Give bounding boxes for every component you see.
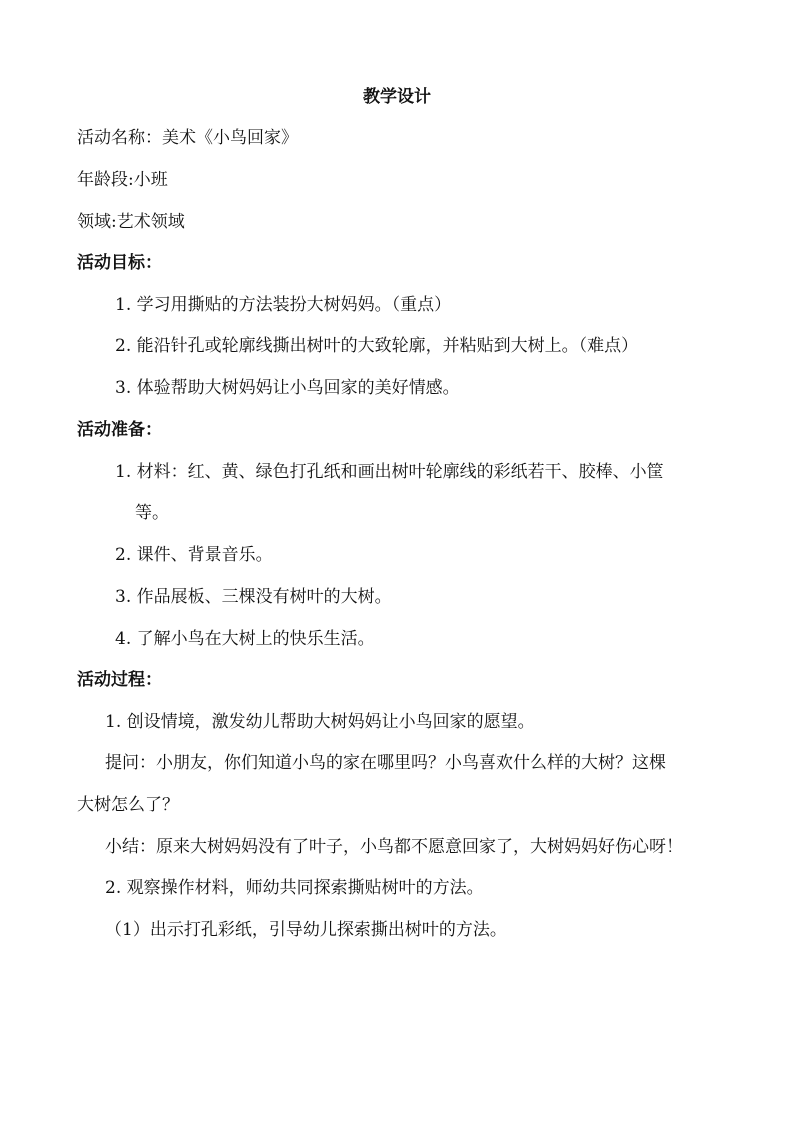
- process-step-2-sub-1: （1）出示打孔彩纸，引导幼儿探索撕出树叶的方法。: [105, 920, 507, 940]
- process-summary: 小结：原来大树妈妈没有了叶子，小鸟都不愿意回家了，大树妈妈好伤心呀！: [105, 837, 683, 857]
- preparation-item-4: 4. 了解小鸟在大树上的快乐生活。: [115, 629, 375, 649]
- preparation-item-3: 3. 作品展板、三棵没有树叶的大树。: [115, 587, 392, 607]
- process-question-line-2: 大树怎么了？: [77, 795, 179, 815]
- domain-field: 领域:艺术领域: [77, 212, 185, 232]
- process-heading: 活动过程：: [77, 670, 162, 690]
- preparation-item-1-line-1: 1. 材料：红、黄、绿色打孔纸和画出树叶轮廓线的彩纸若干、胶棒、小筐: [115, 462, 664, 482]
- preparation-heading: 活动准备：: [77, 420, 162, 440]
- goals-heading: 活动目标：: [77, 253, 162, 273]
- goal-item-3: 3. 体验帮助大树妈妈让小鸟回家的美好情感。: [115, 378, 460, 398]
- preparation-item-2: 2. 课件、背景音乐。: [115, 545, 273, 565]
- process-step-2: 2. 观察操作材料，师幼共同探索撕贴树叶的方法。: [105, 878, 484, 898]
- preparation-item-1-line-2: 等。: [135, 503, 169, 523]
- age-group: 年龄段:小班: [77, 170, 168, 190]
- activity-name: 活动名称：美术《小鸟回家》: [77, 128, 298, 148]
- goal-item-1: 1. 学习用撕贴的方法装扮大树妈妈。（重点）: [115, 295, 452, 315]
- goal-item-2: 2. 能沿针孔或轮廓线撕出树叶的大致轮廓，并粘贴到大树上。（难点）: [115, 336, 639, 356]
- process-question-line-1: 提问：小朋友，你们知道小鸟的家在哪里吗？小鸟喜欢什么样的大树？这棵: [105, 753, 666, 773]
- document-title: 教学设计: [363, 87, 431, 107]
- process-step-1: 1. 创设情境，激发幼儿帮助大树妈妈让小鸟回家的愿望。: [105, 712, 535, 732]
